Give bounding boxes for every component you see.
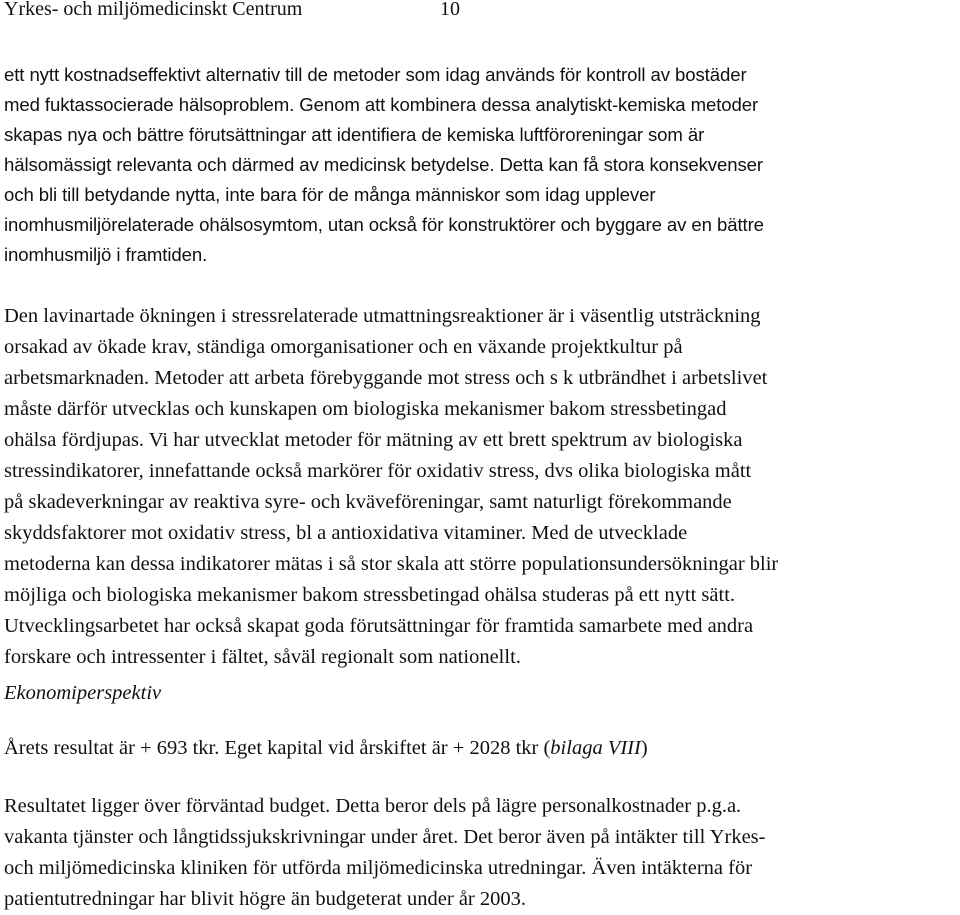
text-line: Resultatet ligger över förväntad budget. Detta beror dels på lägre personalkostnader p.g.a. xyxy=(4,795,742,817)
text-line: orsakad av ökade krav, ständiga omorganisationer och en växande projektkultur på xyxy=(4,336,683,358)
text-line: metoderna kan dessa indikatorer mätas i så stor skala att större populationsundersökningar blir xyxy=(4,553,779,575)
text-line: hälsomässigt relevanta och därmed av medicinsk betydelse. Detta kan få stora konsekvenser xyxy=(4,154,764,175)
text-line: stressindikatorer, innefattande också markörer för oxidativ stress, dvs olika biologiska mått xyxy=(4,460,752,482)
text-line: möjliga och biologiska mekanismer bakom stressbetingad ohälsa studeras på ett nytt sätt. xyxy=(4,584,736,606)
header-title: Yrkes- och miljömedicinskt Centrum xyxy=(4,0,303,20)
closing-paren: ) xyxy=(640,737,648,759)
paragraph-4 xyxy=(4,791,959,915)
text-line: och miljömedicinska kliniken för utförda miljömedicinska utredningar. Även intäkterna för xyxy=(4,857,753,879)
text-line: ohälsa fördjupas. Vi har utvecklat metoder för mätning av ett brett spektrum av biologiska xyxy=(4,429,743,451)
text-line: på skadeverkningar av reaktiva syre- och kväveföreningar, samt naturligt förekommande xyxy=(4,491,732,513)
text-line: med fuktassocierade hälsoproblem. Genom att kombinera dessa analytiskt-kemiska metoder xyxy=(4,94,759,115)
text-line: skapas nya och bättre förutsättningar att identifiera de kemiska luftföroreningar som är xyxy=(4,124,705,145)
text-line: måste därför utvecklas och kunskapen om biologiska mekanismer bakom stressbetingad xyxy=(4,398,727,420)
text-line: inomhusmiljö i framtiden. xyxy=(4,244,208,265)
text-line: inomhusmiljörelaterade ohälsosymtom, utan också för konstruktörer och byggare av en bättre xyxy=(4,214,764,235)
result-text: Årets resultat är + 693 tkr. Eget kapital vid årskiftet är + 2028 tkr ( xyxy=(4,737,551,759)
text-line: arbetsmarknaden. Metoder att arbeta förebyggande mot stress och s k utbrändhet i arbetslivet xyxy=(4,367,768,389)
text-line: Den lavinartade ökningen i stressrelaterade utmattningsreaktioner är i väsentlig utsträckning xyxy=(4,305,761,327)
text-line: ett nytt kostnadseffektivt alternativ till de metoder som idag används för kontroll av bostäder xyxy=(4,64,747,85)
text-line: patientutredningar har blivit högre än budgeterat under år 2003. xyxy=(4,888,526,910)
text-line: forskare och intressenter i fältet, såväl regionalt som nationellt. xyxy=(4,646,521,668)
page-header xyxy=(0,0,960,22)
section-heading: Ekonomiperspektiv xyxy=(4,682,162,704)
text-line xyxy=(4,733,959,764)
text-line: och bli till betydande nytta, inte bara för de många människor som idag upplever xyxy=(4,184,656,205)
text-line: Utvecklingsarbetet har också skapat goda förutsättningar för framtida samarbete med andra xyxy=(4,615,754,637)
text-line: vakanta tjänster och långtidssjukskrivningar under året. Det beror även på intäkter till Yrkes- xyxy=(4,826,766,848)
paragraph-1 xyxy=(4,60,959,270)
paragraph-3 xyxy=(4,733,959,764)
paragraph-2 xyxy=(4,301,959,673)
text-line: skyddsfaktorer mot oxidativ stress, bl a antioxidativa vitaminer. Med de utvecklade xyxy=(4,522,688,544)
appendix-reference: bilaga VIII xyxy=(550,737,641,759)
page-number: 10 xyxy=(440,0,460,20)
